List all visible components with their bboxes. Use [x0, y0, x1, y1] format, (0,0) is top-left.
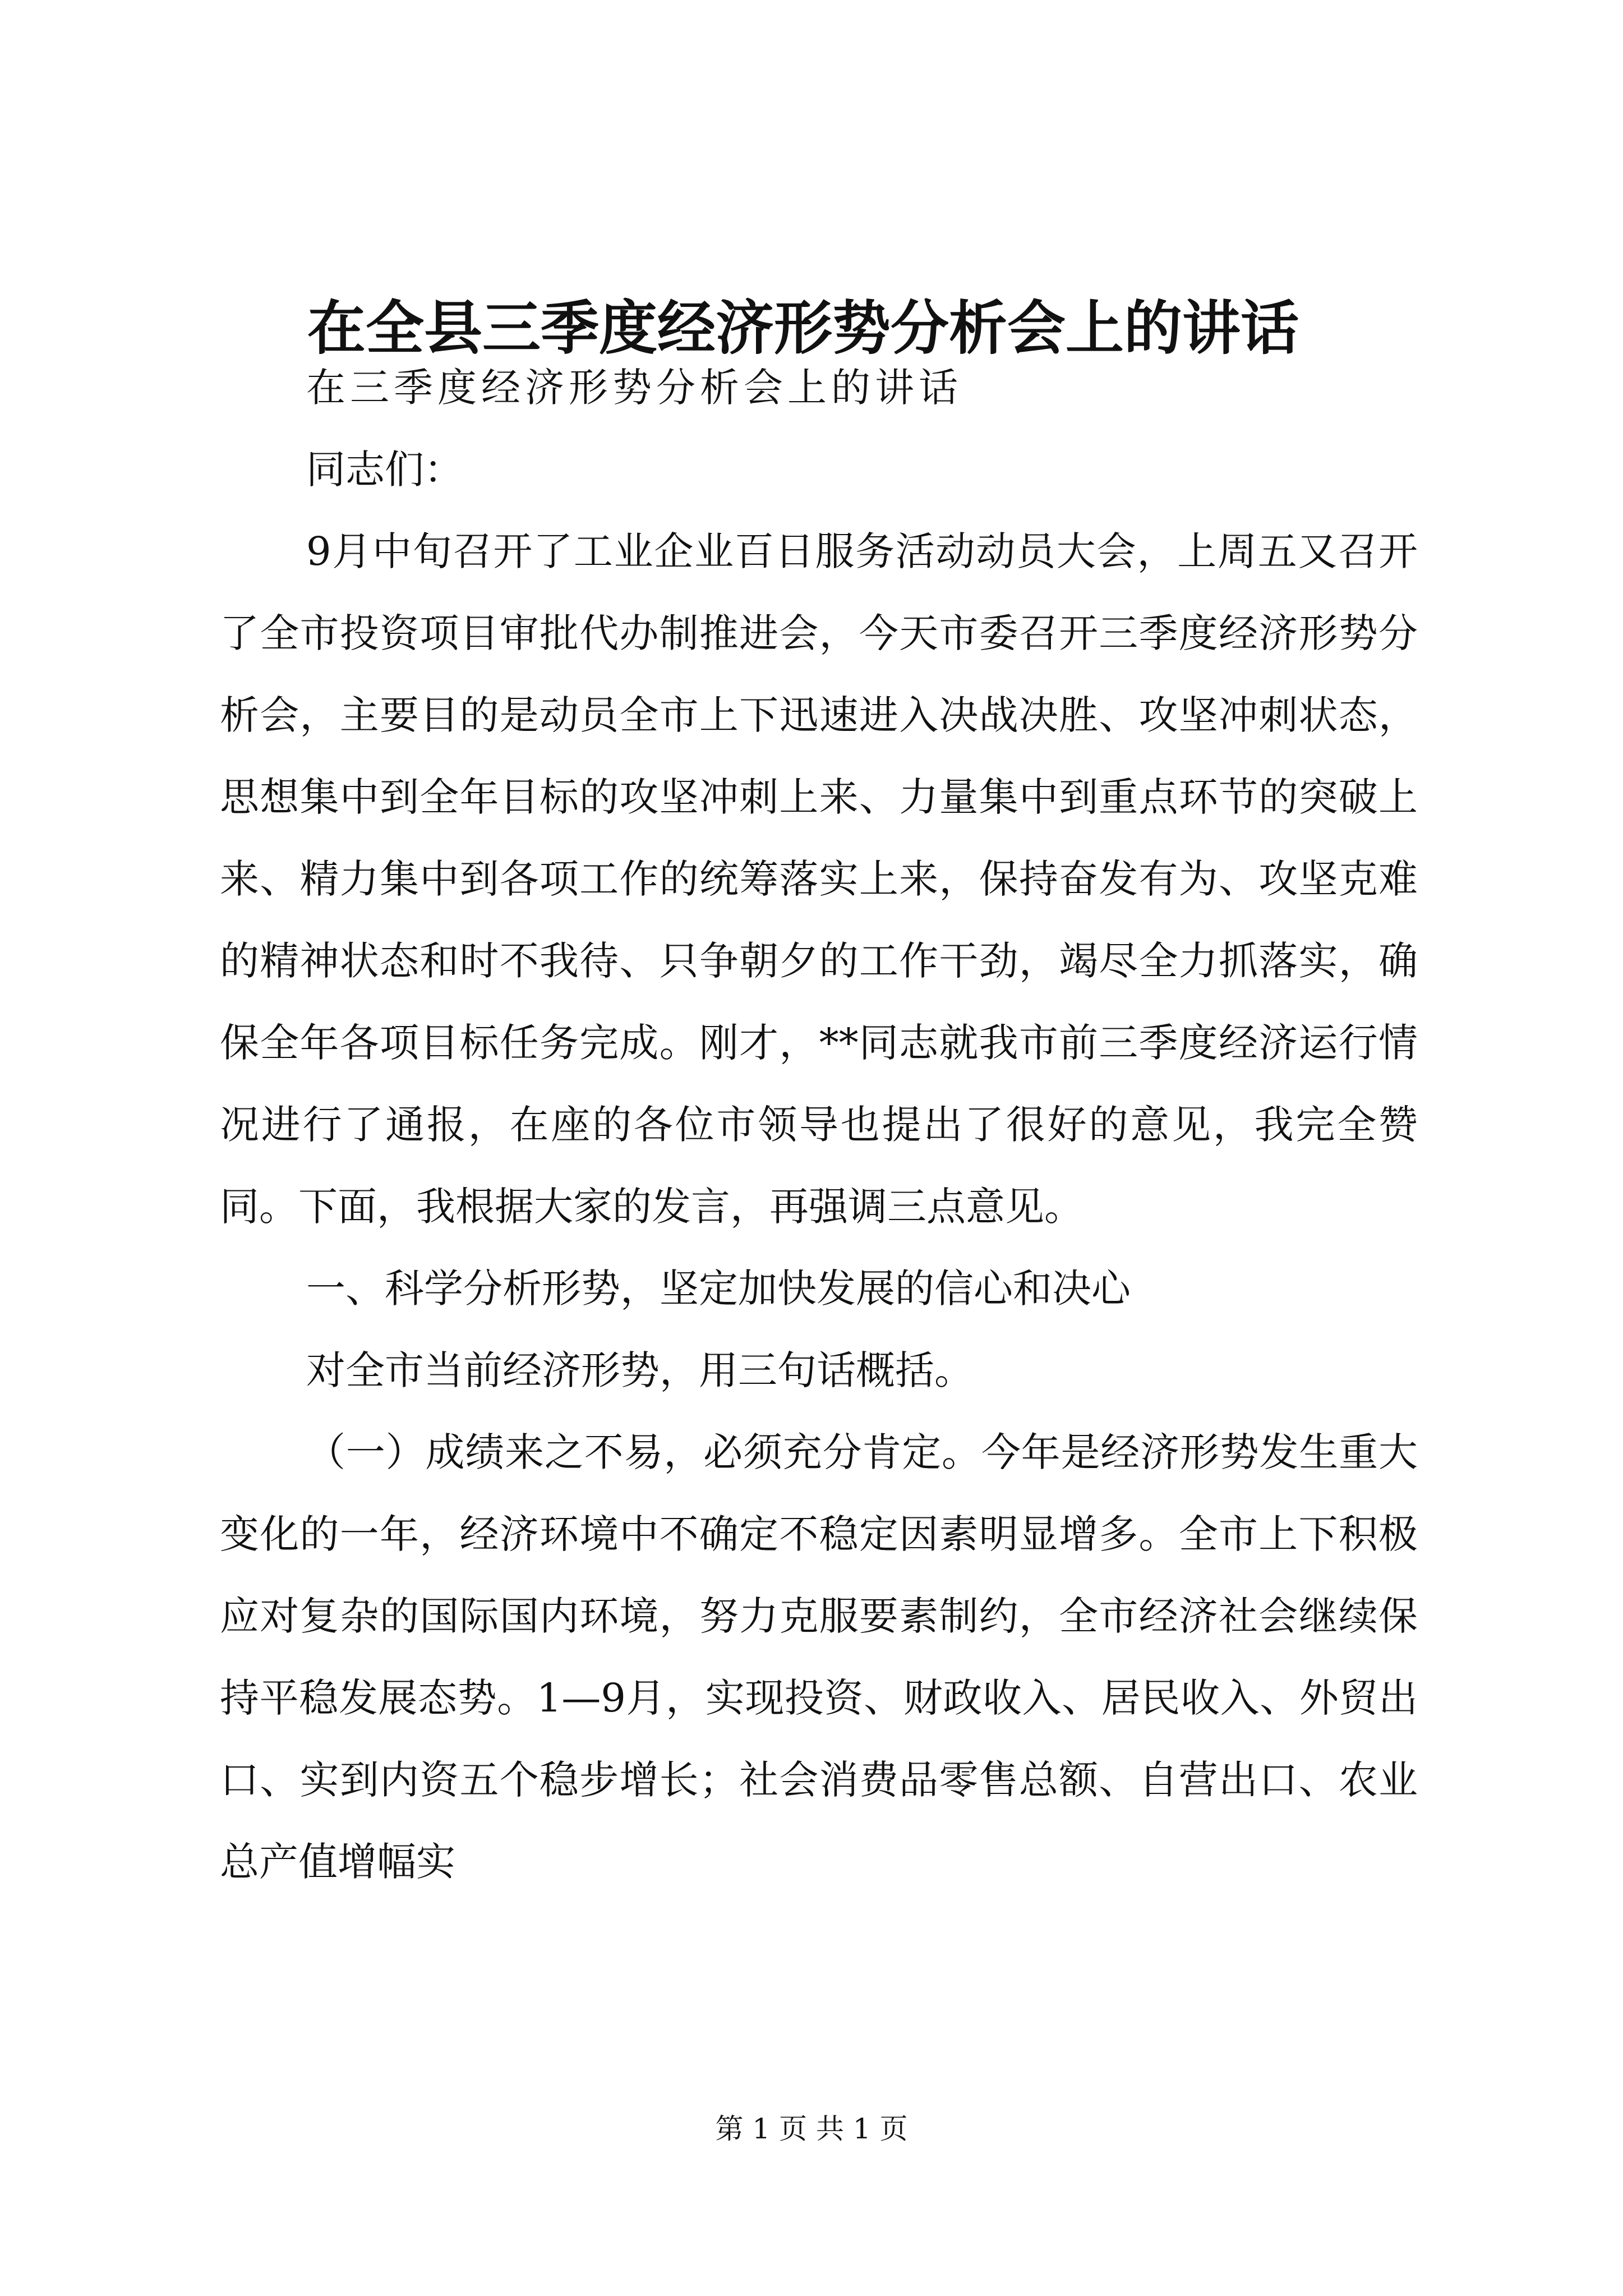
document-title: 在全县三季度经济形势分析会上的讲话 — [307, 293, 1299, 362]
page-number-footer: 第 1 页 共 1 页 — [715, 2113, 908, 2145]
section-heading-1: 一、科学分析形势，坚定加快发展的信心和决心 — [306, 1266, 1131, 1312]
paragraph-summary: 对全市当前经济形势，用三句话概括。 — [306, 1347, 974, 1393]
paragraph-point-1: （一）成绩来之不易，必须充分肯定。今年是经济形势发生重大变化的一年，经济环境中不确定不稳定因素明显增多。全市上下积极应对复杂的国际国内环境，努力克服要素制约，全市经济社会继续保持平稳发展态势。1—9月，实现投资、财政收入、居民收入、外贸出口、实到内资五个稳步增长；社会消费品零售总额、自营出口、农业总产值增幅实 — [220, 1429, 1418, 1885]
paragraph-intro: 9月中旬召开了工业企业百日服务活动动员大会，上周五又召开了全市投资项目审批代办制推进会，今天市委召开三季度经济形势分析会，主要目的是动员全市上下迅速进入决战决胜、攻坚冲刺状态，思想集中到全年目标的攻坚冲刺上来、力量集中到重点环节的突破上来、精力集中到各项工作的统筹落实上来，保持奋发有为、攻坚克难的精神状态和时不我待、只争朝夕的工作干劲，竭尽全力抓落实，确保全年各项目标任务完成。刚才，**同志就我市前三季度经济运行情况进行了通报，在座的各位市领导也提出了很好的意见，我完全赞同。下面，我根据大家的发言，再强调三点意见。 — [220, 528, 1418, 1230]
document-body — [220, 347, 1418, 1903]
document-subtitle: 在三季度经济形势分析会上的讲话 — [306, 365, 962, 411]
greeting: 同志们： — [306, 447, 463, 493]
